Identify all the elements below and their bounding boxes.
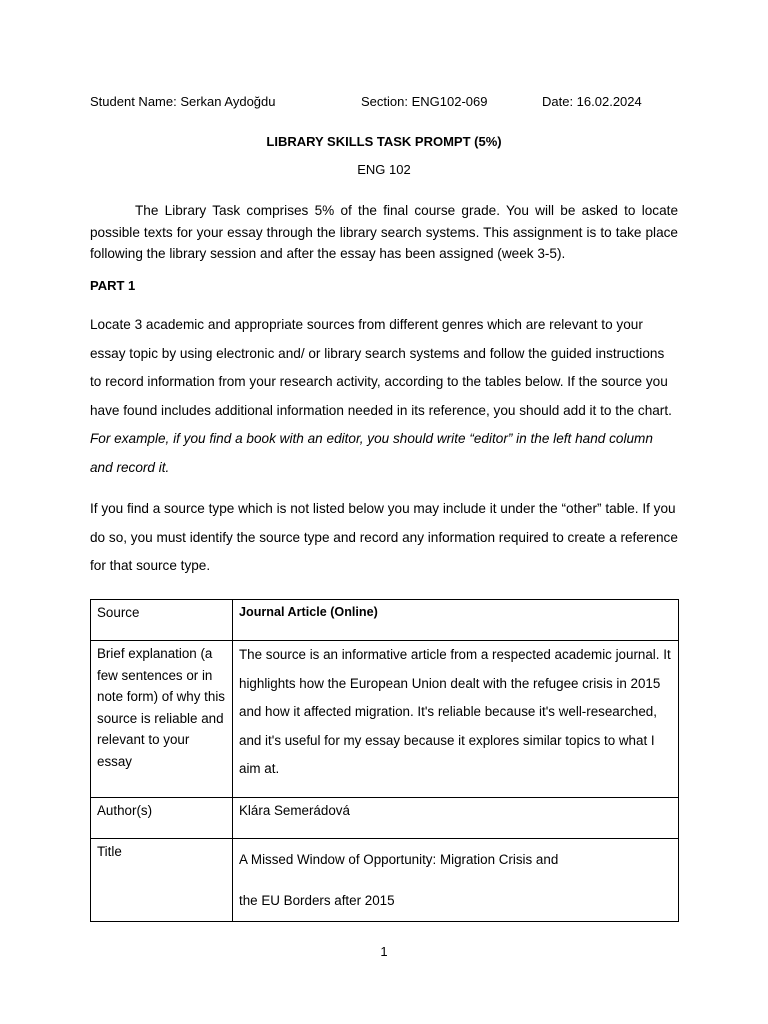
table-row (91, 798, 679, 839)
source-value: Journal Article (Online) (233, 600, 679, 641)
course-code: ENG 102 (357, 162, 411, 177)
author-label: Author(s) (91, 798, 233, 839)
title-value (233, 839, 679, 922)
table-row (91, 839, 679, 922)
page-number: 1 (380, 944, 388, 959)
student-name: Student Name: Serkan Aydoğdu (90, 94, 276, 109)
part-heading: PART 1 (90, 278, 136, 293)
document-title: LIBRARY SKILLS TASK PROMPT (5%) (266, 134, 502, 149)
instructions-paragraph (90, 311, 678, 482)
date: Date: 16.02.2024 (542, 94, 642, 109)
intro-paragraph (90, 200, 678, 265)
brief-label: Brief explanation (a few sentences or in note form) of why this source is reliable and relevant to your essay (91, 641, 233, 798)
title-value-line2: the EU Borders after 2015 (239, 893, 395, 908)
author-value: Klára Semerádová (233, 798, 679, 839)
instructions-example: For example, if you find a book with an editor, you should write “editor” in the left hand column and record it. (90, 431, 653, 475)
table-row (91, 600, 679, 641)
source-label: Source (91, 600, 233, 641)
title-label: Title (91, 839, 233, 922)
intro-text: The Library Task comprises 5% of the final course grade. You will be asked to locate possible texts for your essay through the library search systems. This assignment is to take place following the library session and after the essay has been assigned (week 3-5). (90, 203, 678, 261)
section: Section: ENG102-069 (361, 94, 488, 109)
instructions-text: Locate 3 academic and appropriate sources from different genres which are relevant to your essay topic by using electronic and/ or library search systems and follow the guided instructions to record information from your research activity, according to the tables below. If the source you have found includes additional information needed in its reference, you should add it to the chart. (90, 317, 672, 418)
source-table (90, 599, 679, 922)
other-source-paragraph: If you find a source type which is not listed below you may include it under the “other” table. If you do so, you must identify the source type and record any information required to create a reference for that source type. (90, 501, 678, 573)
table-row (91, 641, 679, 798)
brief-value: The source is an informative article from a respected academic journal. It highlights how the European Union dealt with the refugee crisis in 2015 and how it affected migration. It's reliable because it's well-researched, and it's useful for my essay because it explores similar topics to what I aim at. (233, 641, 679, 798)
title-value-line1: A Missed Window of Opportunity: Migration Crisis and (239, 852, 559, 867)
